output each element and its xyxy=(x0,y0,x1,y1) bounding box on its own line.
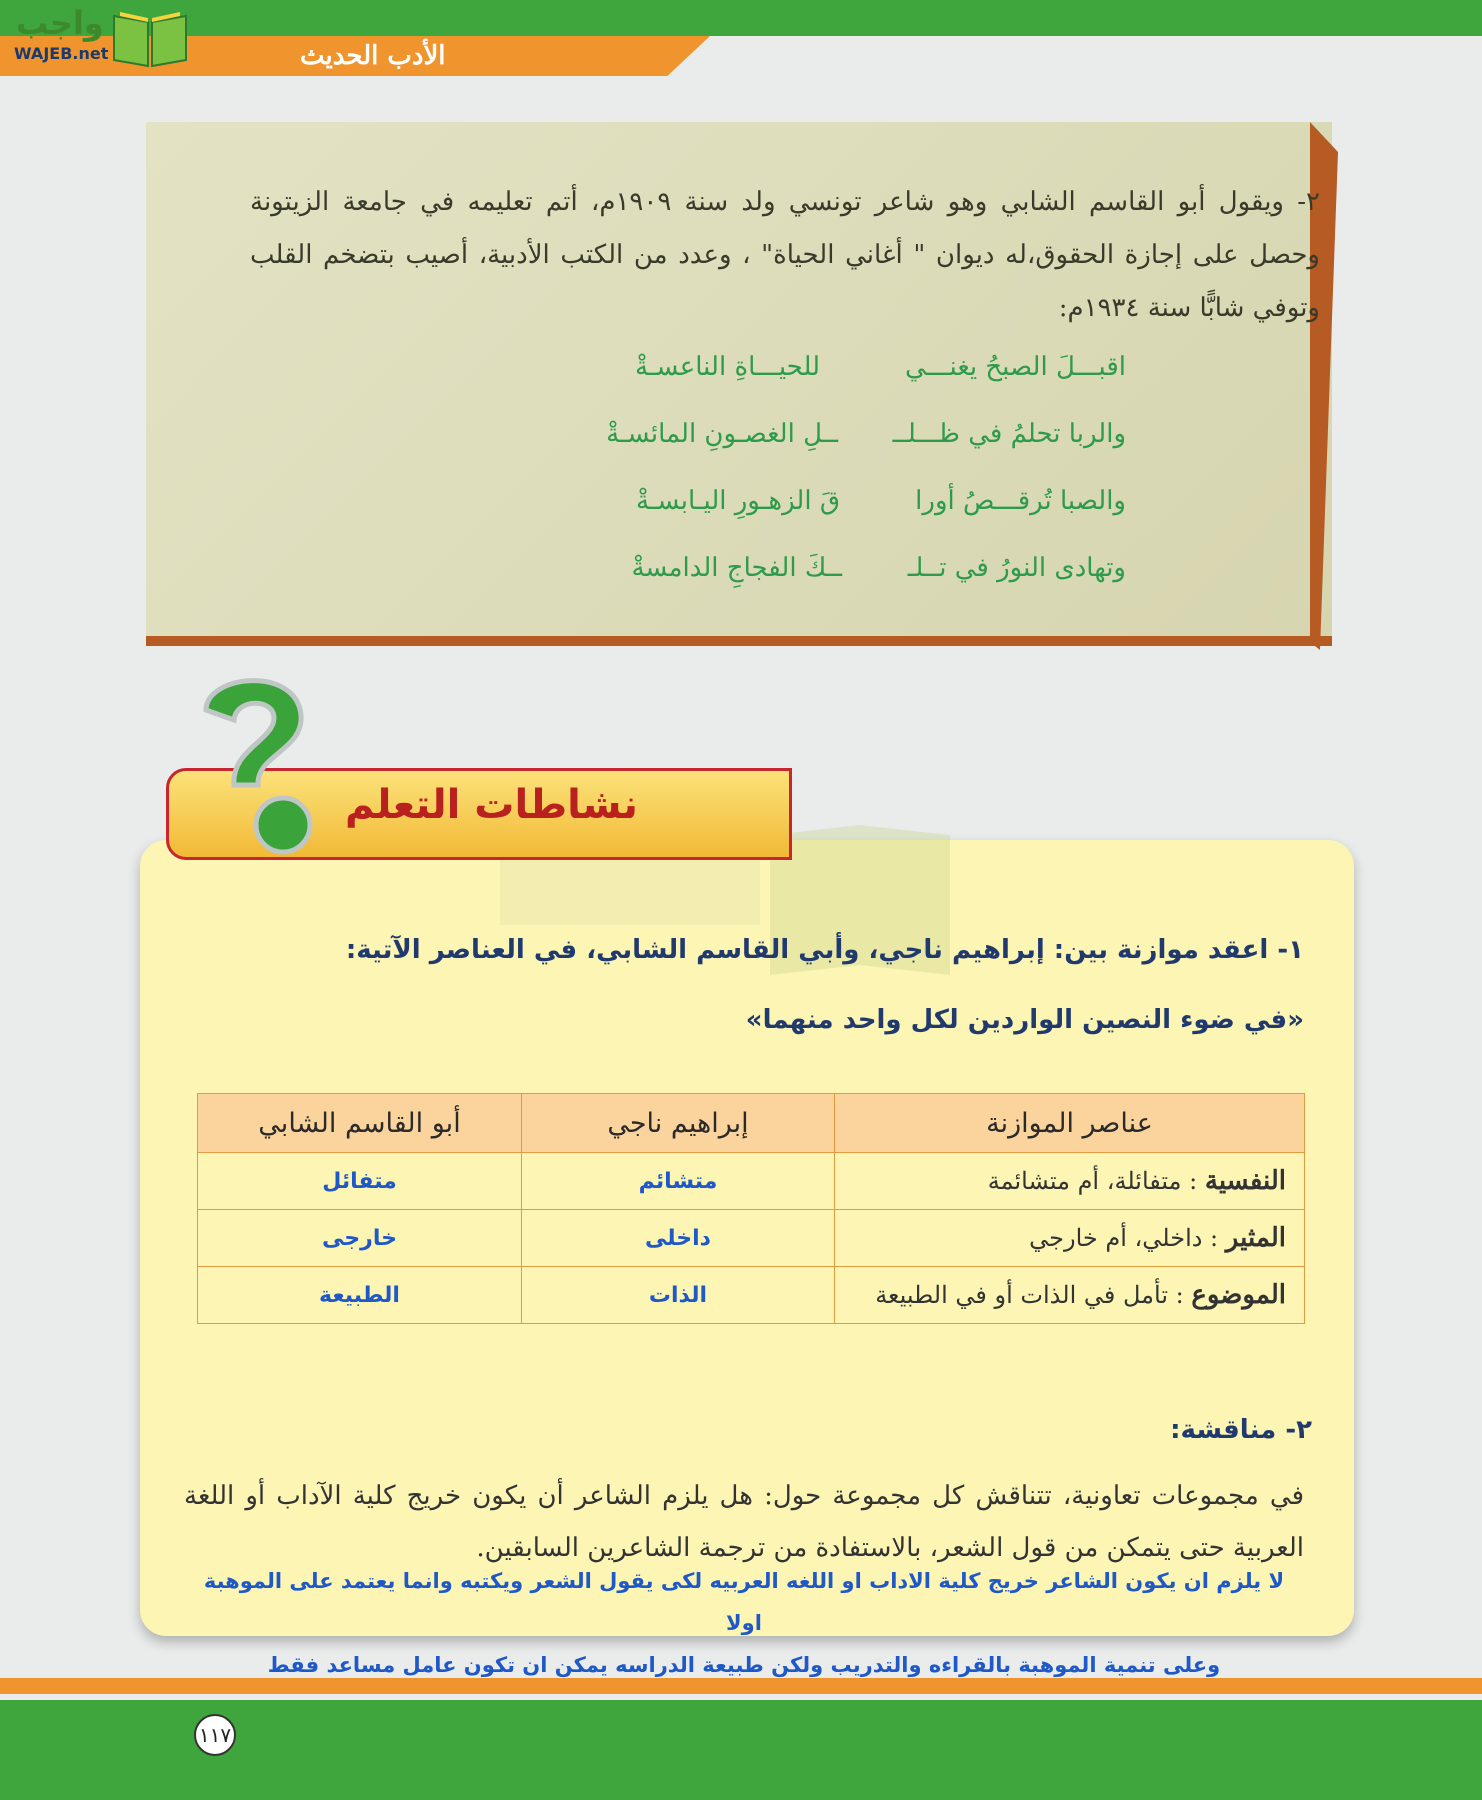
answer-naji: داخلى xyxy=(522,1210,835,1267)
verse-4-right: وتهادى النورُ في تــلـ xyxy=(907,553,1126,583)
verse-1-right: اقبـــلَ الصبحُ يغنـــي xyxy=(904,352,1126,382)
criterion-label: النفسية xyxy=(1204,1166,1286,1196)
question-2-text: في مجموعات تعاونية، تتناقش كل مجموعة حول: هل يلزم الشاعر أن يكون خريج كلية الآداب أو اللغة العربية حتى يتمكن من قول الشعر، بالاستفادة من ترجمة الشاعرين السابقين. xyxy=(184,1481,1304,1563)
verse-4-left: ــكَ الفجاجِ الدامسةْ xyxy=(631,553,842,583)
table-header-row xyxy=(198,1094,1305,1153)
header-naji: إبراهيم ناجي xyxy=(522,1094,835,1153)
criterion-desc: : داخلي، أم خارجي xyxy=(1029,1224,1219,1252)
answer-line-2: وعلى تنمية الموهبة بالقراءه والتدريب ولكن طبيعة الدراسه يمكن ان تكون عامل مساعد فقط xyxy=(267,1653,1221,1677)
question-mark-icon xyxy=(186,670,326,860)
comparison-table xyxy=(197,1093,1305,1324)
activities-title: نشاطات التعلم xyxy=(345,782,638,828)
handwritten-answer xyxy=(184,1560,1304,1686)
answer-naji: متشائم xyxy=(522,1153,835,1210)
verse-1-left: للحيـــاةِ الناعسـةْ xyxy=(635,352,820,382)
wajeb-logo[interactable] xyxy=(6,4,190,68)
criterion-label: الموضوع xyxy=(1191,1280,1286,1310)
answer-naji: الذات xyxy=(522,1267,835,1324)
verse-3-right: والصبا تُرقـــصُ أورا xyxy=(915,486,1126,516)
quote-box-bottom-edge xyxy=(146,636,1332,646)
table-row xyxy=(198,1267,1305,1324)
book-icon xyxy=(110,8,190,68)
verse-3-left: قَ الزهـورِ اليـابسـةْ xyxy=(635,486,840,516)
question-1-subprompt: «في ضوء النصين الواردين لكل واحد منهما» xyxy=(745,1005,1304,1035)
question-2-heading: ٢- مناقشة: xyxy=(1170,1415,1312,1445)
logo-arabic-text: واجب xyxy=(16,4,104,42)
header-criteria: عناصر الموازنة xyxy=(835,1094,1305,1153)
answer-line-1: لا يلزم ان يكون الشاعر خريج كلية الاداب او اللغه العربيه لكى يقول الشعر ويكتبه وانما يعتمد على الموهبة اولا xyxy=(203,1569,1285,1635)
answer-shabi: الطبيعة xyxy=(198,1267,522,1324)
table-row xyxy=(198,1153,1305,1210)
top-green-band xyxy=(0,0,1482,36)
question-1-prompt: ١- اعقد موازنة بين: إبراهيم ناجي، وأبي القاسم الشابي، في العناصر الآتية: xyxy=(345,935,1304,965)
section-title: الأدب الحديث xyxy=(300,41,446,71)
criterion-cell xyxy=(835,1153,1305,1210)
criterion-label: المثير xyxy=(1225,1223,1286,1253)
table-row xyxy=(198,1210,1305,1267)
logo-latin-text: WAJEB.net xyxy=(14,44,109,63)
footer-orange-band xyxy=(0,1678,1482,1694)
criterion-cell xyxy=(835,1267,1305,1324)
verse-2-right: والربا تحلمُ في ظـــلــ xyxy=(892,419,1126,449)
verse-2-left: ــلِ الغصـونِ المائسـةْ xyxy=(606,419,838,449)
quote-paragraph: ٢- ويقول أبو القاسم الشابي وهو شاعر تونسي ولد سنة ١٩٠٩م، أتم تعليمه في جامعة الزيتونة وحصل على إجازة الحقوق،له ديوان " أغاني الحياة" ، وعدد من الكتب الأدبية، أصيب بتضخم القلب وتوفي شابًّا سنة ١٩٣٤م: xyxy=(250,187,1320,323)
criterion-desc: : تأمل في الذات أو في الطبيعة xyxy=(875,1281,1184,1309)
criterion-cell xyxy=(835,1210,1305,1267)
criterion-desc: : متفائلة، أم متشائمة xyxy=(987,1167,1198,1195)
page-number: ١١٧ xyxy=(194,1714,236,1756)
header-shabi: أبو القاسم الشابي xyxy=(198,1094,522,1153)
answer-shabi: متفائل xyxy=(198,1153,522,1210)
answer-shabi: خارجى xyxy=(198,1210,522,1267)
